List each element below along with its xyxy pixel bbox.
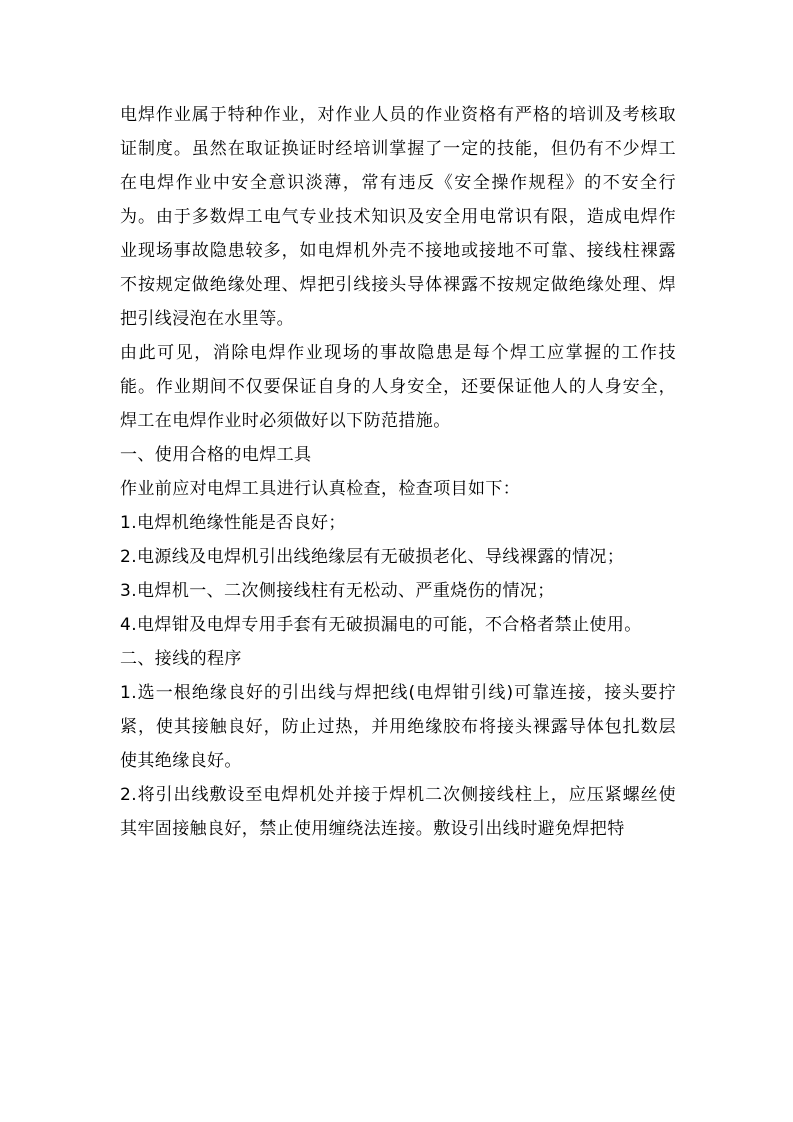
inspection-item-2: 2.电源线及电焊机引出线绝缘层有无破损老化、导线裸露的情况； <box>120 547 625 567</box>
intro-paragraph: 电焊作业属于特种作业，对作业人员的作业资格有严格的培训及考核取证制度。虽然在取证换证时经培训掌握了一定的技能，但仍有不少焊工在电焊作业中安全意识淡薄，常有违反《安全操作规程》的不安全行为。由于多数焊工电气专业技术知识及安全用电常识有限，造成电焊作业现场事故隐患较多，如电焊机外壳不接地或接地不可靠、接线柱裸露不按规定做绝缘处理、焊把引线接头导体裸露不按规定做绝缘处理、焊把引线浸泡在水里等。 <box>120 105 676 329</box>
section-heading-2: 二、接线的程序 <box>120 649 242 669</box>
inspection-intro: 作业前应对电焊工具进行认真检查，检查项目如下： <box>120 479 521 499</box>
conclusion-paragraph: 由此可见，消除电焊作业现场的事故隐患是每个焊工应掌握的工作技能。作业期间不仅要保证自身的人身安全，还要保证他人的人身安全，焊工在电焊作业时必须做好以下防范措施。 <box>120 343 676 431</box>
wiring-step-2: 2.将引出线敷设至电焊机处并接于焊机二次侧接线柱上，应压紧螺丝使其牢固接触良好，禁止使用缠绕法连接。敷设引出线时避免焊把特 <box>120 785 676 839</box>
document-page <box>120 98 676 846</box>
inspection-item-3: 3.电焊机一、二次侧接线柱有无松动、严重烧伤的情况； <box>120 581 555 601</box>
inspection-item-4: 4.电焊钳及电焊专用手套有无破损漏电的可能，不合格者禁止使用。 <box>120 615 642 635</box>
wiring-step-1: 1.选一根绝缘良好的引出线与焊把线(电焊钳引线)可靠连接，接头要拧紧，使其接触良好，防止过热，并用绝缘胶布将接头裸露导体包扎数层使其绝缘良好。 <box>120 683 676 771</box>
section-heading-1: 一、使用合格的电焊工具 <box>120 445 312 465</box>
inspection-item-1: 1.电焊机绝缘性能是否良好； <box>120 513 346 533</box>
